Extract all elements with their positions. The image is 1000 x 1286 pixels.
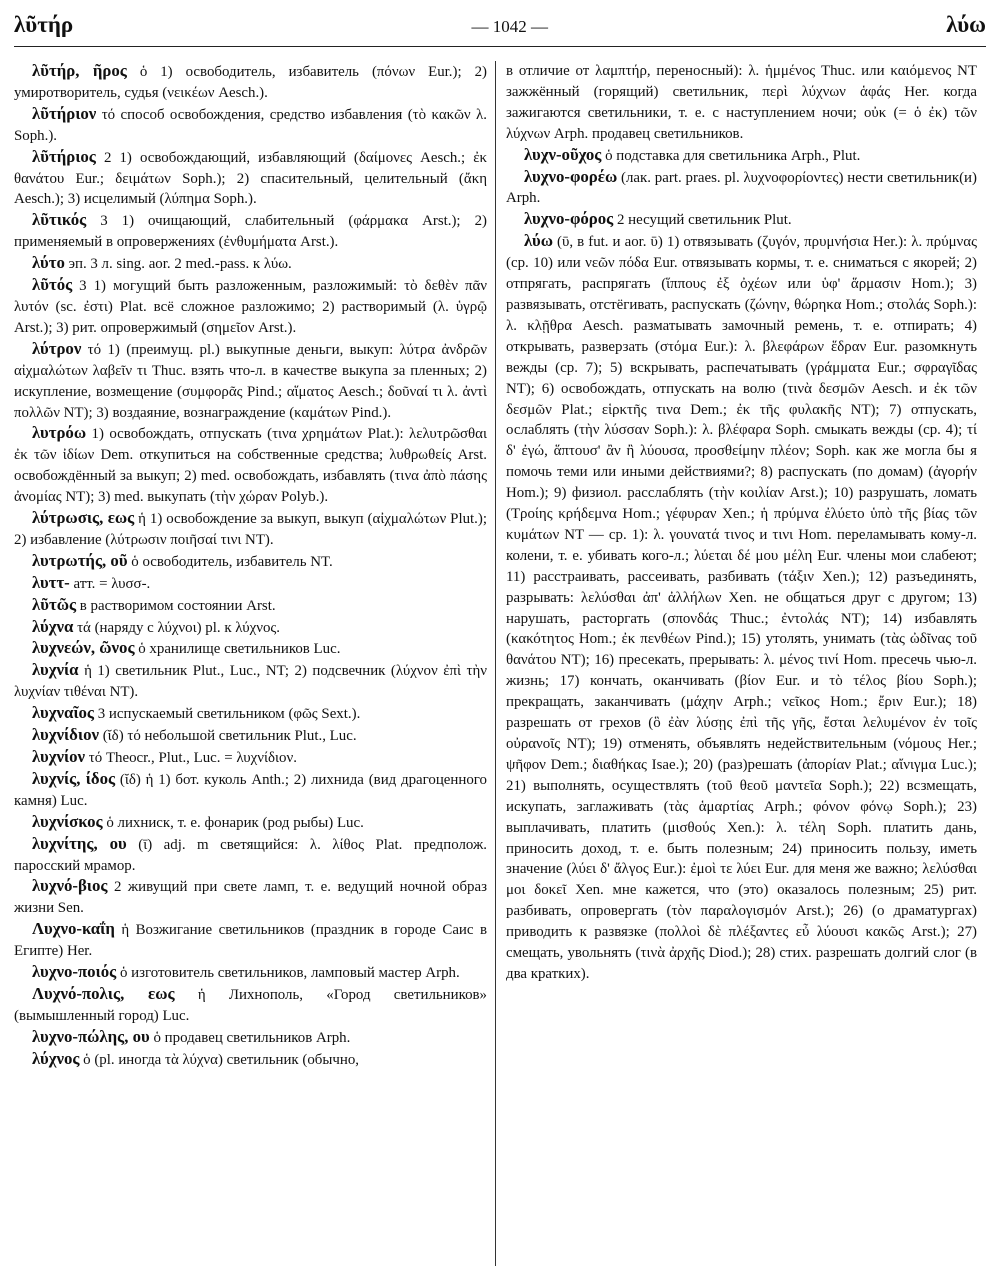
entry-definition: ἡ Возжигание светильников (праздник в городе Саис в Египте) Her. [14,922,487,960]
right-column [496,61,977,1266]
entry-headword: λυχνίτης, ου [32,833,127,853]
dictionary-entry [14,919,487,962]
dictionary-entry [14,595,487,617]
entry-definition: τό способ освобождения, средство избавления (τὸ κακῶν λ. Soph.). [14,106,487,144]
dictionary-entry [14,769,487,812]
text-columns [14,61,986,1266]
dictionary-entry [14,876,487,919]
entry-headword: λύχνα [32,616,74,636]
entry-definition: ὁ подставка для светильника Arph., Plut. [605,147,861,164]
entry-definition: ὁ (pl. иногда τὰ λύχνα) светильник (обычно, [83,1051,360,1068]
dictionary-entry [14,962,487,984]
entry-headword: λυχνίς, ίδος [32,768,116,788]
dictionary-entry [14,61,487,104]
dictionary-entry [14,508,487,551]
entry-headword: λυτρόω [32,423,87,443]
entry-headword: Λυχνό-πολις, εως [32,983,175,1003]
dictionary-entry [14,638,487,660]
dictionary-entry [14,660,487,703]
entry-headword: λυχνία [32,660,79,680]
dictionary-entry [506,145,977,167]
entry-definition: (ῡ, в fut. и aor. ῡ) 1) отвязывать (ζυγόν, πρυμνήσια Her.): λ. πρύμνας (ср. 10) или νεῶν πόδα Eur. отвязывать кормы, т. е. сниматься с якорей; 2) отпрягать, распрягать (ἵππους ἐξ ὀχέων или ὑφ' ἅρμασιν Hom.); 3) развязывать, отстёгивать, распускать (ζώνην, θώρηκα Hom.; στολάς Soph.): λ. κλῇθρα Aesch. разматывать замочный ремень, т. е. отпирать; 4) открывать, разверзать (στόμα Eur.): λ. βλεφάρων ἕδραν Eur. разомкнуть вежды (ср. 7); 5) вскрывать, распечатывать (γράμματα Eur.; σφραγῖδας NT); 6) освобождать, отпускать на волю (τινὰ δεσμῶν Aesch. и ἐκ τῶν δεσμῶν Plat.; εἱρκτῆς τινα Dem.; ἐκ τῆς φυλακῆς NT); 7) отпускать, ослаблять (τὴν λύσσαν Soph.): λ. βλέφαρα Soph. смыкать вежды (ср. 4); τί δ' ἐγώ, ἅπτουσ' ἂν ἢ λύουσα, προσθείμην πλέον; Soph. как же могла бы я помочь теми или иными действиями?; 8) распускать (по домам) (ἀγορήν Hom.); 9) физиол. расслаблять (τὴν κοιλίαν Arst.); 10) разрушать, ломать (Τροίης κρήδεμνα Hom.; γέφυραν Xen.; ἡ πρύμνα ἐλύετο ὑπὸ τῆς βίας τῶν κυμάτων NT — ср. 1): λ. γουνατά τινος и τινι Hom. переламывать кому-л. колени, т. е. убивать кого-л.; λύεται δέ μου μέλη Eur. члены мои слабеют; 11) расстраивать, рассеивать, разбивать (τάξιν Xen.); 12) разъединять, разрывать: λελύσθαι ἀπ' ἀλλήλων Xen. не общаться друг с другом; 13) нарушать, расторгать (σπονδάς Thuc.; ἐντολάς NT); 14) избавлять (κακότητος Hom.; ἐκ πενθέων Pind.); 15) утолять, унимать (τὰς ὠδῖνας τοῦ θανάτου NT); 16) пресекать, прерывать: λ. μένος τινί Hom. пресечь чью-л. жизнь; 17) кончать, оканчивать (βίον Eur. и τὸ τέλος βίου Soph.); прекращать, заканчивать (μάχην Arph.; νεῖκος Hom.; ἔριν Eur.); 18) разрешать от грехов (ὃ ἐὰν λύσῃς ἐπὶ τῆς γῆς, ἔσται λελυμένον ἐν τοῖς οὐρανοῖς NT); 19) отменять, объявлять недействительным (νόμους Her.; ψῆφον Dem.; διαθήκας Isae.); 20) (раз)решать (ἀπορίαν Plat.; αἴνιγμα Luc.); 21) выполнять, осуществлять (τοῦ θεοῦ μαντεῖα Soph.); 22) всзмещать, искупать, заглаживать (τὰς ἁμαρτίας Arph.; φόνον φόνῳ Soph.); 23) выплачивать, платить (μισθούς Xen.): λ. τέλη Soph. платить дань, приносить доход, т. е. быть полезным; 24) приносить пользу, иметь значение (λύει δ' ἄλγος Eur.): ἐμοὶ τε λύει Eur. для меня же важно; λελύσθαι μοι δοκεῖ Xen. мне кажется, что (это) оказалось полезным; 25) рит. разбивать, опровергать (τὸν παραλογισμόν Arst.); 26) (о драматургах) приводить к развязке (πολλοὶ δὲ πλέξαντες εὖ λύουσι κακῶς Arst.); 27) смещать, увольнять (τινὰ ἀρχῆς Diod.); 28) стих. разрешать долгий слог (в два кратких). [506,234,977,982]
entry-headword: λῦτός [32,275,73,295]
entry-headword: λυττ- [32,572,70,592]
entry-headword: λύω [524,231,553,251]
entry-definition: 3 испускаемый светильником (φῶς Sext.). [97,706,361,723]
entry-definition: 2 живущий при свете ламп, т. е. ведущий ночной образ жизни Sen. [14,879,487,917]
entry-definition: ὁ лихниск, т. е. фонарик (род рыбы) Luc. [106,814,364,831]
entry-headword: λυχνο-φόρος [524,209,614,229]
entry-headword: λυχνο-ποιός [32,962,117,982]
entry-headword: λυχνεών, ῶνος [32,638,135,658]
dictionary-entry [506,209,977,231]
entry-headword: λυχνίσκος [32,811,103,831]
entry-definition: атт. = λυσσ-. [73,575,151,592]
entry-headword: λύτο [32,253,65,273]
entry-headword: λύτρον [32,338,82,358]
entry-definition: в растворимом состоянии Arst. [79,597,276,614]
dictionary-entry [14,725,487,747]
dictionary-entry [14,1027,487,1049]
dictionary-entry [14,1049,487,1071]
entry-headword: λυχνο-πώλης, ου [32,1026,150,1046]
dictionary-entry [14,834,487,877]
dictionary-entry [14,423,487,508]
entry-headword: λυχνό-βιος [32,876,108,896]
dictionary-entry [14,253,487,275]
dictionary-entry [14,747,487,769]
entry-definition: 2 1) освобождающий, избавляющий (δαίμονες Aesch.; ἐκ θανάτου Eur.; δειμάτων Soph.); 2) спасительный, целительный (ἄκη Aesch.); 3) исцелимый (λύπημα Soph.). [14,149,487,208]
header-first-headword: λῦτήρ [14,12,74,37]
entry-definition: 1) освобождать, отпускать (τινα χρημάτων Plat.): λελυτρῶσθαι ἐκ τῶν ἰδίων Dem. откупиться на собственные средства; λυθρωθείς Arst. освобождённый за выкуп; 2) med. освобождать, избавлять (τινα ἀπὸ πάσης ἀνομίας NT); 3) med. выкупать (τὴν χώραν Polyb.). [14,426,487,506]
entry-definition: ὁ освободитель, избавитель NT. [131,553,333,570]
entry-headword: λῦτήριος [32,146,96,166]
entry-headword: λῦτικός [32,210,87,230]
entry-definition: эп. 3 л. sing. aor. 2 med.-pass. к λύω. [68,256,292,273]
running-header [14,12,986,47]
entry-definition: ἡ 1) освобождение за выкуп, выкуп (αἰχμαλώτων Plut.); 2) избавление (λύτρωσιν ποιῆσαί τινι NT). [14,511,488,548]
entry-definition: 2 несущий светильник Plut. [617,212,792,229]
dictionary-entry [14,617,487,639]
entry-definition: ὁ продавец светильников Arph. [153,1029,351,1046]
dictionary-entry [506,167,977,210]
entry-definition: ἡ 1) светильник Plut., Luc., NT; 2) подсвечник (λύχνον ἐπὶ τὴν λυχνίαν τιθέναι NT). [14,663,488,701]
entry-headword: λυτρωτής, οῦ [32,550,128,570]
entry-definition: ὁ 1) освободитель, избавитель (πόνων Eur.); 2) умиротворитель, судья (νεικέων Aesch.). [14,64,487,101]
entry-headword: λυχνο-φορέω [524,166,618,186]
entry-headword: Λυχνο-καΐη [32,919,115,939]
entry-headword: λύχνος [32,1048,80,1068]
entry-definition: τά (наряду с λύχνοι) pl. к λύχνος. [77,619,281,636]
entry-definition: (ῐδ) τό небольшой светильник Plut., Luc. [102,728,357,745]
dictionary-entry [14,984,487,1027]
entry-headword: λῦτῶς [32,594,77,614]
entry-headword: λυχναῖος [32,703,95,723]
page-number: — 1042 — [471,17,548,36]
entry-definition: 3 1) могущий быть разложенным, разложимый: τὸ δεθὲν πᾶν λυτόν (sc. ἐστι) Plat. всё сложное разложимо; 2) растворимый (λ. ὑγρῷ Arst.); 3) рит. опровержимый (σημεῖον Arst.). [14,278,487,336]
dictionary-entry [14,573,487,595]
header-last-headword: λύω [946,12,986,37]
entry-definition: (ῑ) adj. m светящийся: λ. λίθος Plat. предполож. паросский мрамор. [14,836,487,874]
entry-definition: ἡ Лихнополь, «Город светильников» (вымышленный город) Luc. [14,986,487,1024]
dictionary-entry [14,339,487,424]
entry-definition: τό 1) (преимущ. pl.) выкупные деньги, выкуп: λύτρα ἀνδρῶν αἰχμαλώτων λαβεῖν τι Thuc. взять что-л. в качестве выкупа за пленных; 2) искупление, возмещение (συμφορᾶς Pind.; αἵματος Aesch.; δοῦναί τι λ. ἀντὶ πολλῶν NT); 3) воздаяние, вознаграждение (καμάτων Pind.). [14,341,487,421]
entry-headword: λύτρωσις, εως [32,508,135,528]
left-column [14,61,495,1266]
entry-definition: τό Theocr., Plut., Luc. = λυχνίδιον. [88,750,297,766]
entry-definition: ὁ хранилище светильников Luc. [138,641,341,658]
dictionary-entry [14,104,487,147]
entry-headword: λῦτήριον [32,103,97,123]
dictionary-entry [14,147,487,211]
entry-definition: ὁ изготовитель светильников, ламповый мастер Arph. [119,965,460,982]
entry-definition: (лак. part. praes. pl. λυχνοφορίοντες) нести светильник(и) Arph. [506,169,977,207]
entry-headword: λυχνίον [32,747,86,766]
entry-definition: 3 1) очищающий, слабительный (φάρμακα Arst.); 2) применяемый в опровержениях (ἐνθυμήματα Arst.). [14,213,487,251]
dictionary-entry [506,231,977,985]
dictionary-entry [14,703,487,725]
entry-headword: λῦτήρ, ῆρος [32,61,127,80]
entry-headword: λυχνίδιον [32,725,99,745]
dictionary-entry [14,210,487,253]
entry-headword: λυχν-οῦχος [524,144,602,164]
entry-definition: (ῐδ) ἡ 1) бот. куколь Anth.; 2) лихнида (вид драгоценного камня) Luc. [14,771,487,809]
dictionary-entry [14,551,487,573]
entry-definition: в отличие от λαμπτήρ, переносный): λ. ἡμμένος Thuc. или καιόμενος NT зажжённый (горящий) светильник, περὶ λύχνων ἁφάς Her. когда зажигаются светильники, т. е. с наступлением ночи; οὐκ (= ὁ ἐκ) τῶν λύχνων Arph. продавец светильников. [506,63,977,142]
dictionary-entry [506,61,977,145]
dictionary-entry [14,812,487,834]
dictionary-entry [14,275,487,339]
